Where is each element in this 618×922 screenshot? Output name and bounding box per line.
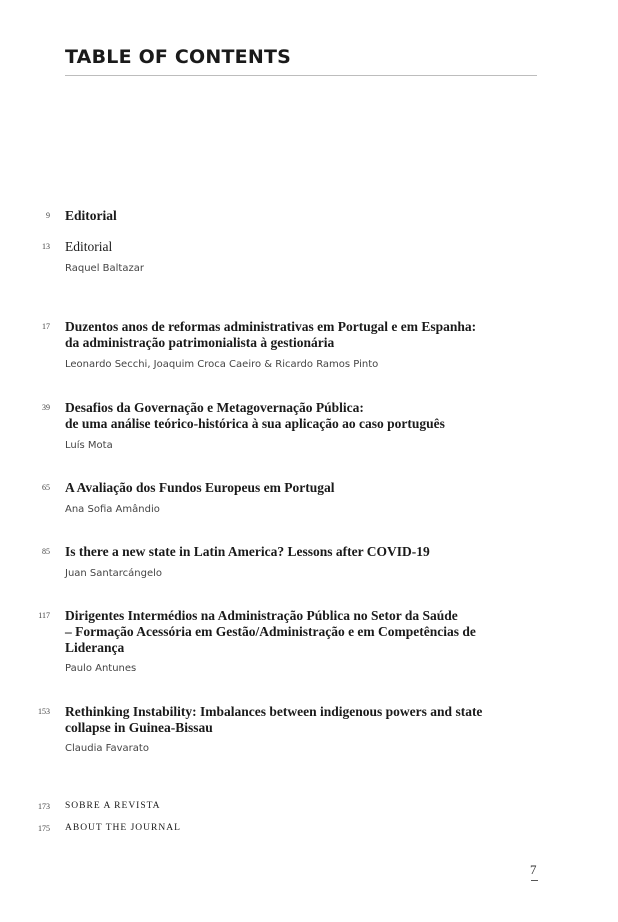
toc-title-line[interactable]: Liderança	[65, 640, 125, 655]
toc-page-number: 39	[42, 403, 50, 412]
toc-title[interactable]: ABOUT THE JOURNAL	[65, 823, 181, 833]
toc-page-number: 153	[38, 707, 50, 716]
toc-title-line[interactable]: – Formação Acessória em Gestão/Administração e em Competências de	[65, 624, 476, 639]
page-folio: 7	[530, 862, 537, 877]
toc-title-line[interactable]: Duzentos anos de reformas administrativas em Portugal e em Espanha:	[65, 319, 477, 334]
toc-author: Juan Santarcángelo	[65, 568, 163, 579]
toc-title-line[interactable]: collapse in Guinea-Bissau	[65, 720, 213, 735]
toc-page-number: 17	[42, 322, 50, 331]
toc-page-number: 13	[42, 242, 50, 251]
toc-title[interactable]: Editorial	[65, 208, 117, 223]
page-title: TABLE OF CONTENTS	[65, 46, 292, 68]
toc-author: Leonardo Secchi, Joaquim Croca Caeiro & Ricardo Ramos Pinto	[65, 359, 379, 370]
toc-title-line[interactable]: de uma análise teórico-histórica à sua aplicação ao caso português	[65, 416, 445, 431]
toc-page-number: 117	[38, 611, 50, 620]
toc-title[interactable]: SOBRE A REVISTA	[65, 801, 161, 811]
toc-title-line[interactable]: da administração patrimonialista à gestionária	[65, 335, 335, 350]
toc-author: Raquel Baltazar	[65, 263, 144, 274]
toc-author: Claudia Favarato	[65, 743, 149, 754]
toc-title[interactable]: A Avaliação dos Fundos Europeus em Portugal	[65, 480, 335, 495]
toc-page-number: 85	[42, 547, 50, 556]
heading-rule	[65, 75, 537, 76]
toc-title[interactable]: Is there a new state in Latin America? Lessons after COVID-19	[65, 544, 430, 559]
toc-author: Paulo Antunes	[65, 663, 137, 674]
toc-title[interactable]: Editorial	[65, 239, 113, 254]
toc-page-number: 173	[38, 802, 50, 811]
toc-title-line[interactable]: Dirigentes Intermédios na Administração Pública no Setor da Saúde	[65, 608, 458, 623]
toc-author: Ana Sofia Amândio	[65, 504, 160, 515]
toc-author: Luís Mota	[65, 440, 113, 451]
toc-page-number: 175	[38, 824, 50, 833]
toc-page-number: 9	[46, 211, 50, 220]
folio-underline	[531, 880, 538, 881]
toc-title-line[interactable]: Desafios da Governação e Metagovernação Pública:	[65, 400, 364, 415]
toc-title-line[interactable]: Rethinking Instability: Imbalances between indigenous powers and state	[65, 704, 483, 719]
toc-page-number: 65	[42, 483, 50, 492]
